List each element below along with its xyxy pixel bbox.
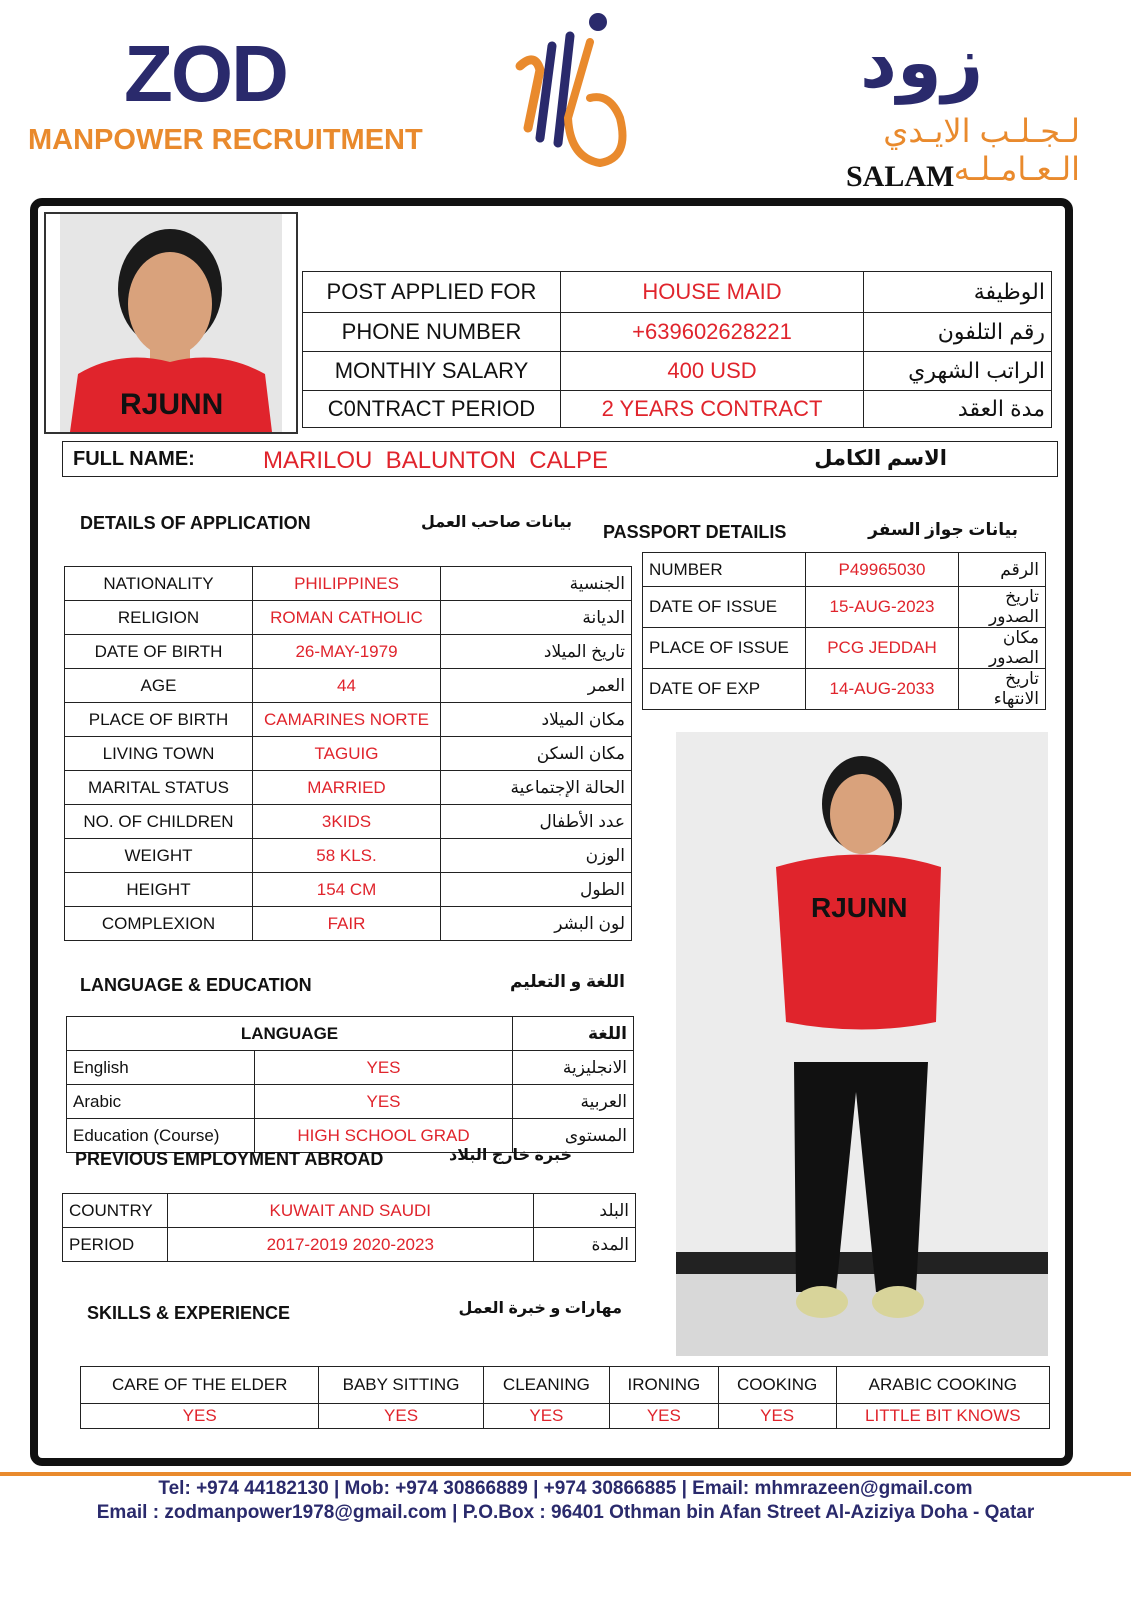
svg-text:RJUNN: RJUNN (120, 388, 224, 421)
row-label: AGE (65, 669, 253, 703)
passport-table (642, 552, 1046, 710)
phone-value: +639602628221 (561, 313, 864, 352)
post-value: HOUSE MAID (561, 272, 864, 313)
brand-arabic: زود (860, 23, 984, 103)
post-ar: الوظيفة (864, 272, 1052, 313)
row-label: English (67, 1051, 255, 1085)
skill-label: BABY SITTING (319, 1367, 483, 1404)
table-row (67, 1085, 634, 1119)
brand-arabic-subtitle: لـجـلـب الايـدي الـعـامـلـه (883, 113, 1080, 187)
language-col-label: LANGUAGE (67, 1017, 513, 1051)
table-row (67, 1051, 634, 1085)
salary-ar: الراتب الشهري (864, 352, 1052, 391)
row-arabic: العمر (441, 669, 632, 703)
skills-table (80, 1366, 1050, 1429)
full-name-ar: الاسم الكامل (814, 447, 947, 470)
row-value: MARRIED (253, 771, 441, 805)
application-title: DETAILS OF APPLICATION (80, 513, 311, 533)
skill-label: ARABIC COOKING (836, 1367, 1049, 1404)
skill-value: LITTLE BIT KNOWS (836, 1404, 1049, 1429)
row-arabic: تاريخ الصدور (959, 587, 1046, 628)
row-value: YES (255, 1051, 513, 1085)
row-arabic: مكان السكن (441, 737, 632, 771)
row-arabic: الطول (441, 873, 632, 907)
zod-logo-icon (500, 8, 640, 178)
row-label: DATE OF BIRTH (65, 635, 253, 669)
row-arabic: المستوى (513, 1119, 634, 1153)
skills-title-ar: مهارات و خبرة العمل (458, 1300, 622, 1317)
row-value: 58 KLS. (253, 839, 441, 873)
skill-value: YES (81, 1404, 319, 1429)
row-value: 3KIDS (253, 805, 441, 839)
row-label: NUMBER (643, 553, 806, 587)
phone-label: PHONE NUMBER (303, 313, 561, 352)
row-value: FAIR (253, 907, 441, 941)
full-name-box (62, 441, 1058, 477)
row-label: PLACE OF BIRTH (65, 703, 253, 737)
employment-table (62, 1193, 636, 1262)
language-col-ar: اللغة (513, 1017, 634, 1051)
row-value: 154 CM (253, 873, 441, 907)
row-value: TAGUIG (253, 737, 441, 771)
row-label: Arabic (67, 1085, 255, 1119)
row-arabic: الانجليزية (513, 1051, 634, 1085)
application-title-ar: بيانات صاحب العمل (421, 514, 572, 531)
phone-ar: رقم التلفون (864, 313, 1052, 352)
row-value: PHILIPPINES (253, 567, 441, 601)
row-value: KUWAIT AND SAUDI (168, 1194, 534, 1228)
table-row (65, 669, 632, 703)
row-label: COMPLEXION (65, 907, 253, 941)
row-value: 44 (253, 669, 441, 703)
row-arabic: العربية (513, 1085, 634, 1119)
application-table (64, 566, 632, 941)
language-title: LANGUAGE & EDUCATION (80, 975, 312, 995)
salam-label: SALAM (846, 160, 955, 193)
footer-contact-line-2: Email : zodmanpower1978@gmail.com | P.O.Box : 96401 Othman bin Afan Street Al-Aziziya Doha - Qatar (96, 1502, 1035, 1523)
skill-label: COOKING (718, 1367, 836, 1404)
table-row (63, 1228, 636, 1262)
table-row (65, 567, 632, 601)
row-arabic: الديانة (441, 601, 632, 635)
post-label: POST APPLIED FOR (303, 272, 561, 313)
skill-value: YES (483, 1404, 609, 1429)
row-value: 15-AUG-2023 (806, 587, 959, 628)
row-value: CAMARINES NORTE (253, 703, 441, 737)
passport-title-ar: بيانات جواز السفر (868, 520, 1018, 539)
contract-label: C0NTRACT PERIOD (303, 391, 561, 428)
row-label: DATE OF ISSUE (643, 587, 806, 628)
table-row (67, 1017, 634, 1051)
row-arabic: مكان الميلاد (441, 703, 632, 737)
contract-ar: مدة العقد (864, 391, 1052, 428)
row-value: YES (255, 1085, 513, 1119)
row-value: 2017-2019 2020-2023 (168, 1228, 534, 1262)
table-row (303, 272, 1052, 313)
brand-subtitle: MANPOWER RECRUITMENT (28, 124, 423, 156)
table-row (65, 703, 632, 737)
table-row (65, 839, 632, 873)
row-arabic: الرقم (959, 553, 1046, 587)
skill-label: CARE OF THE ELDER (81, 1367, 319, 1404)
brand-logo-text: ZOD (124, 29, 287, 118)
full-body-photo (676, 732, 1048, 1356)
table-row (65, 635, 632, 669)
row-arabic: مكان الصدور (959, 628, 1046, 669)
table-row (303, 313, 1052, 352)
language-table (66, 1016, 634, 1153)
salary-label: MONTHIY SALARY (303, 352, 561, 391)
row-arabic: الجنسية (441, 567, 632, 601)
contract-value: 2 YEARS CONTRACT (561, 391, 864, 428)
row-arabic: عدد الأطفال (441, 805, 632, 839)
employment-title-ar: خبرة خارج البلاد (448, 1147, 572, 1164)
table-row (303, 352, 1052, 391)
row-arabic: تاريخ الميلاد (441, 635, 632, 669)
skill-value: YES (610, 1404, 718, 1429)
row-label: LIVING TOWN (65, 737, 253, 771)
skill-label: CLEANING (483, 1367, 609, 1404)
row-label: NO. OF CHILDREN (65, 805, 253, 839)
employment-title: PREVIOUS EMPLOYMENT ABROAD (75, 1149, 384, 1169)
salary-value: 400 USD (561, 352, 864, 391)
table-row (65, 601, 632, 635)
row-arabic: المدة (533, 1228, 636, 1262)
row-label: WEIGHT (65, 839, 253, 873)
table-row (643, 553, 1046, 587)
row-label: NATIONALITY (65, 567, 253, 601)
row-value: 26-MAY-1979 (253, 635, 441, 669)
row-label: RELIGION (65, 601, 253, 635)
skills-title: SKILLS & EXPERIENCE (87, 1303, 291, 1323)
row-value: HIGH SCHOOL GRAD (255, 1119, 513, 1153)
row-label: PLACE OF ISSUE (643, 628, 806, 669)
footer-rule (0, 1472, 1131, 1476)
footer-contact-line-1: Tel: +974 44182130 | Mob: +974 30866889 | +974 30866885 | Email: mhmrazeen@gmail.com (158, 1478, 973, 1499)
full-name-value: MARILOU BALUNTON CALPE (263, 447, 608, 474)
row-label: Education (Course) (67, 1119, 255, 1153)
row-arabic: تاريخ الانتهاء (959, 669, 1046, 710)
row-label: PERIOD (63, 1228, 168, 1262)
table-row (63, 1194, 636, 1228)
table-row (643, 628, 1046, 669)
row-arabic: البلد (533, 1194, 636, 1228)
skill-value: YES (319, 1404, 483, 1429)
portrait-photo (60, 214, 282, 432)
job-table (302, 271, 1052, 428)
skill-value: YES (718, 1404, 836, 1429)
table-row (65, 805, 632, 839)
passport-title: PASSPORT DETAILIS (603, 522, 787, 542)
table-row (65, 873, 632, 907)
table-row (81, 1367, 1050, 1404)
row-value: P49965030 (806, 553, 959, 587)
language-title-ar: اللغة و التعليم (509, 972, 625, 991)
row-label: DATE OF EXP (643, 669, 806, 710)
svg-text:RJUNN: RJUNN (811, 892, 908, 923)
row-value: 14-AUG-2033 (806, 669, 959, 710)
table-row (643, 587, 1046, 628)
row-label: COUNTRY (63, 1194, 168, 1228)
row-arabic: الوزن (441, 839, 632, 873)
table-row (65, 907, 632, 941)
row-value: PCG JEDDAH (806, 628, 959, 669)
table-row (65, 737, 632, 771)
row-value: ROMAN CATHOLIC (253, 601, 441, 635)
row-label: MARITAL STATUS (65, 771, 253, 805)
full-name-label: FULL NAME: (73, 448, 195, 470)
table-row (81, 1404, 1050, 1429)
skill-label: IRONING (610, 1367, 718, 1404)
table-row (303, 391, 1052, 428)
table-row (65, 771, 632, 805)
portrait-photo-frame (44, 212, 298, 434)
row-arabic: لون البشر (441, 907, 632, 941)
table-row (643, 669, 1046, 710)
row-label: HEIGHT (65, 873, 253, 907)
row-arabic: الحالة الإجتماعية (441, 771, 632, 805)
